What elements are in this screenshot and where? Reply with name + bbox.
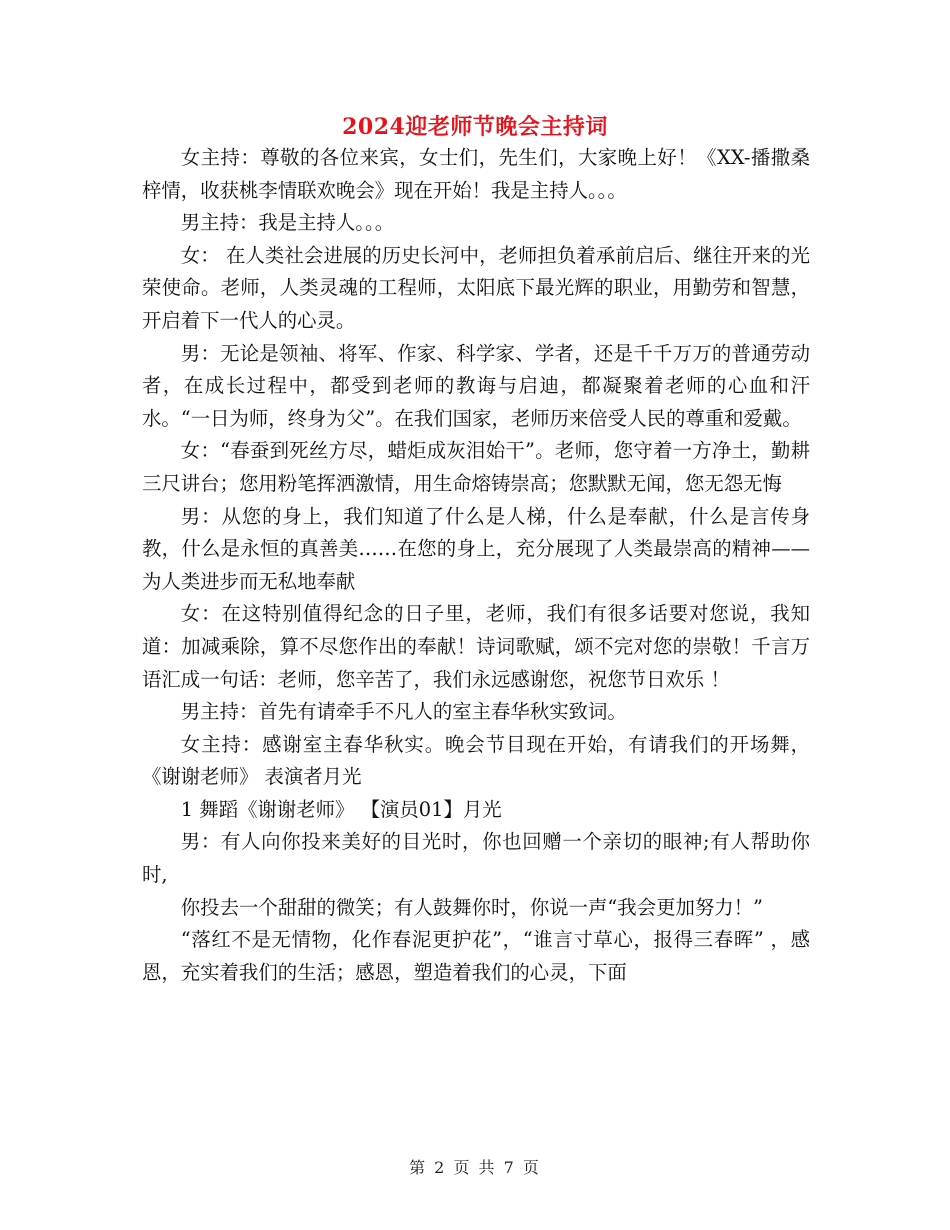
paragraph: “落红不是无情物，化作春泥更护花”，“谁言寸草心，报得三春晖” ，感恩，充实着我们的生活；感恩，塑造着我们的心灵，下面 <box>142 928 810 984</box>
paragraph: 女： 在人类社会进展的历史长河中，老师担负着承前启后、继往开来的光荣使命。老师，人类灵魂的工程师，太阳底下最光辉的职业，用勤劳和智慧，开启着下一代人的心灵。 <box>142 243 810 332</box>
paragraph: 男主持：我是主持人。。。 <box>180 211 395 235</box>
paragraph: 男：无论是领袖、将军、作家、科学家、学者，还是千千万万的普通劳动者，在成长过程中，都受到老师的教诲与启迪，都凝聚着老师的心血和汗水。“一日为师，终身为父”。在我们国家，老师历来倍受人民的尊重和爱戴。 <box>142 341 810 430</box>
paragraph: 女主持：尊敬的各位来宾，女士们，先生们，大家晚上好！《XX-播撒桑梓情，收获桃李情联欢晚会》现在开始！我是主持人。。。 <box>142 146 810 202</box>
document-body <box>142 142 810 989</box>
paragraph: 女：“春蚕到死丝方尽，蜡炬成灰泪始干”。老师，您守着一方净土，勤耕三尺讲台；您用粉笔挥洒激情，用生命熔铸崇高；您默默无闻，您无怨无悔 <box>142 439 810 495</box>
paragraph: 男：从您的身上，我们知道了什么是人梯，什么是奉献，什么是言传身教，什么是永恒的真善美……在您的身上，充分展现了人类最崇高的精神——为人类进步而无私地奉献 <box>142 504 810 593</box>
paragraph: 你投去一个甜甜的微笑；有人鼓舞你时，你说一声“我会更加努力！” <box>180 895 763 919</box>
paragraph: 女：在这特别值得纪念的日子里，老师，我们有很多话要对您说，我知道：加减乘除，算不尽您作出的奉献！诗词歌赋，颂不完对您的崇敬！千言万语汇成一句话：老师，您辛苦了，我们永远感谢您，祝您节日欢乐 ！ <box>142 602 810 691</box>
paragraph: 男主持：首先有请牵手不凡人的室主春华秋实致词。 <box>180 700 627 724</box>
paragraph: 男：有人向你投来美好的目光时，你也回赠一个亲切的眼神;有人帮助你时, <box>142 830 810 887</box>
page-title: 2024迎老师节晚会主持词 <box>342 114 608 140</box>
program-item: 1 舞蹈《谢谢老师》 【演员01】月光 <box>180 797 502 821</box>
page-number-footer: 第 2 页 共 7 页 <box>409 1158 541 1177</box>
paragraph: 女主持：感谢室主春华秋实。晚会节目现在开始，有请我们的开场舞，《谢谢老师》 表演者月光 <box>142 732 810 789</box>
